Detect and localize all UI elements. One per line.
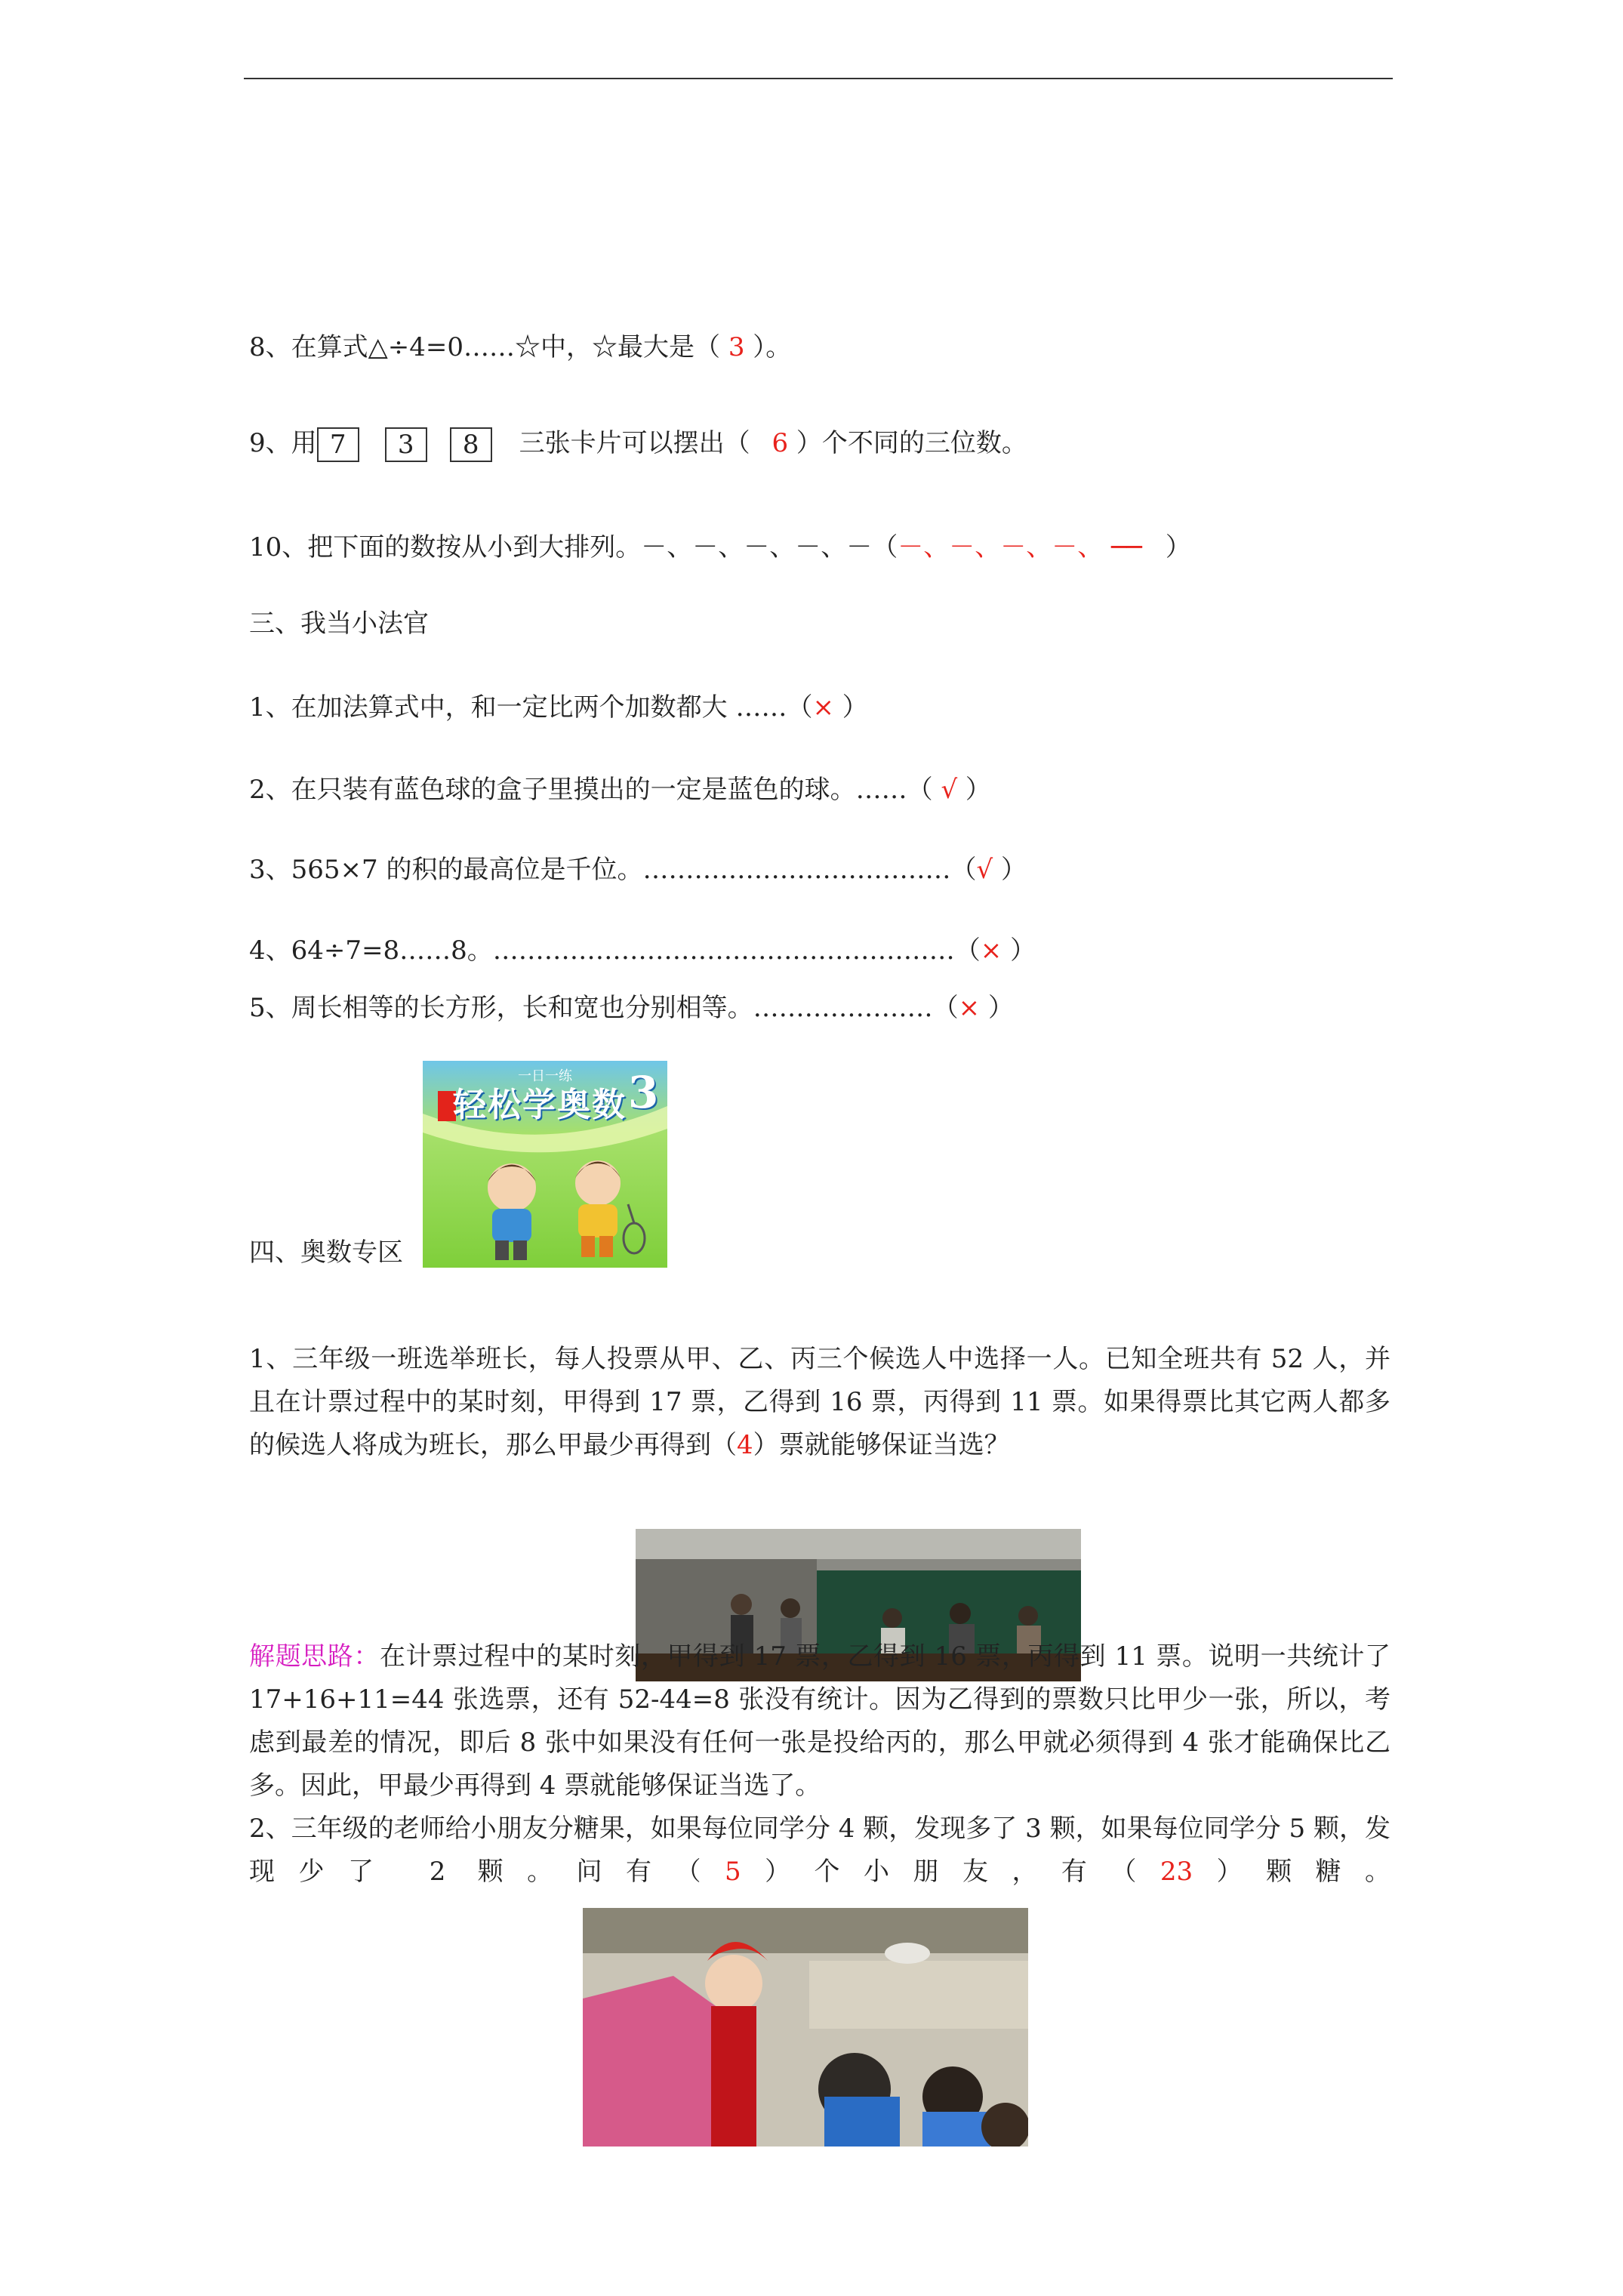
question-text-end: ） [1157, 532, 1191, 562]
judge-text: 5、周长相等的长方形，长和宽也分别相等。…………………（ [249, 993, 959, 1023]
header-rule [244, 78, 1393, 79]
problem-text-end: ）颗糖。 [1193, 1857, 1391, 1887]
judge-item [249, 853, 1027, 886]
judge-item [249, 991, 1014, 1025]
answer: 6 [771, 428, 789, 458]
problem-text: ）个小朋友，有（ [741, 1857, 1160, 1887]
question-10 [249, 531, 1191, 564]
problem-text-end: ）票就能够保证当选？ [753, 1430, 1010, 1460]
judge-mark: √ [976, 855, 993, 885]
section-title: 三、我当小法官 [249, 609, 429, 639]
judge-text: 2、在只装有蓝色球的盒子里摸出的一定是蓝色的球。……（ [249, 775, 941, 805]
candy-illustration [583, 1908, 1028, 2147]
question-9 [249, 427, 1027, 462]
judge-mark: × [958, 993, 981, 1023]
solution-text: 在计票过程中的某时刻，甲得到 17 票，乙得到 16 票，丙得到 11 票。说明一共统计了 17+16+11=44 张选票，还有 52-44=8 张没有统计。因为乙得到的票数只比甲少一张，所以，考虑到最差的情况，即后 8 张中如果没有任何一张是投给丙的，那么甲就必须得到 4 张才能确保比乙多。因此，甲最少再得到 4 票就能够保证当选了。 [249, 1641, 1390, 1801]
judge-text-end: ） [833, 692, 868, 723]
question-8 [249, 331, 791, 364]
answer: 3 [728, 332, 745, 362]
problem-2 [249, 1808, 1390, 1894]
judge-text-end: ） [993, 855, 1027, 885]
judge-text-end: ） [957, 775, 991, 805]
question-text: 10、把下面的数按从小到大排列。－、－、－、－、－（ [249, 532, 898, 562]
problem-text: 2、三年级的老师给小朋友分糖果，如果每位同学分 4 颗，发现多了 3 颗，如果每位同学分 5 颗，发现少了 2 颗。问有（ [249, 1814, 1390, 1887]
number-card: 7 [317, 427, 359, 462]
question-text: 9、用 [249, 428, 317, 458]
judge-text: 3、565×7 的积的最高位是千位。………………………………（ [249, 855, 977, 885]
judge-mark: × [980, 935, 1002, 966]
answer: 23 [1160, 1857, 1193, 1887]
number-card: 3 [385, 427, 427, 462]
judge-item [249, 934, 1036, 967]
candy-sharing-photo [583, 1908, 1028, 2147]
section-title: 四、奥数专区 [249, 1237, 403, 1268]
book-cover-image [423, 1061, 667, 1268]
book-title: 轻松学奥数 [453, 1086, 627, 1124]
number-card: 8 [450, 427, 492, 462]
book-number: 3 [628, 1067, 659, 1118]
judge-item [249, 691, 868, 724]
solution [249, 1635, 1390, 1808]
judge-text-end: ） [1002, 935, 1036, 966]
problem-1 [249, 1338, 1390, 1467]
judge-item [249, 773, 991, 806]
solution-label: 解题思路： [249, 1641, 380, 1672]
answer: －、－、－、－、 ── [898, 532, 1143, 562]
problem-text: 1、三年级一班选举班长，每人投票从甲、乙、丙三个候选人中选择一人。已知全班共有 52 人，并且在计票过程中的某时刻，甲得到 17 票，乙得到 16 票，丙得到 11 票。如果得票比其它两人都多的候选人将成为班长，那么甲最少再得到（ [249, 1344, 1390, 1460]
question-text-end: ）个不同的三位数。 [788, 428, 1027, 458]
answer: 4 [737, 1430, 753, 1460]
question-text-end: ）。 [744, 332, 792, 362]
question-text: 8、在算式△÷4=0……☆中，☆最大是（ [249, 332, 728, 362]
question-text: 三张卡片可以摆出（ [519, 428, 759, 458]
judge-mark: √ [941, 775, 958, 805]
answer: 5 [724, 1857, 741, 1887]
judge-text: 1、在加法算式中，和一定比两个加数都大 ……（ [249, 692, 813, 723]
judge-text-end: ） [980, 993, 1014, 1023]
book-series: 一日一练 [518, 1068, 572, 1084]
judge-mark: × [812, 692, 834, 723]
judge-text: 4、64÷7=8……8。………………………………………………（ [249, 935, 981, 966]
